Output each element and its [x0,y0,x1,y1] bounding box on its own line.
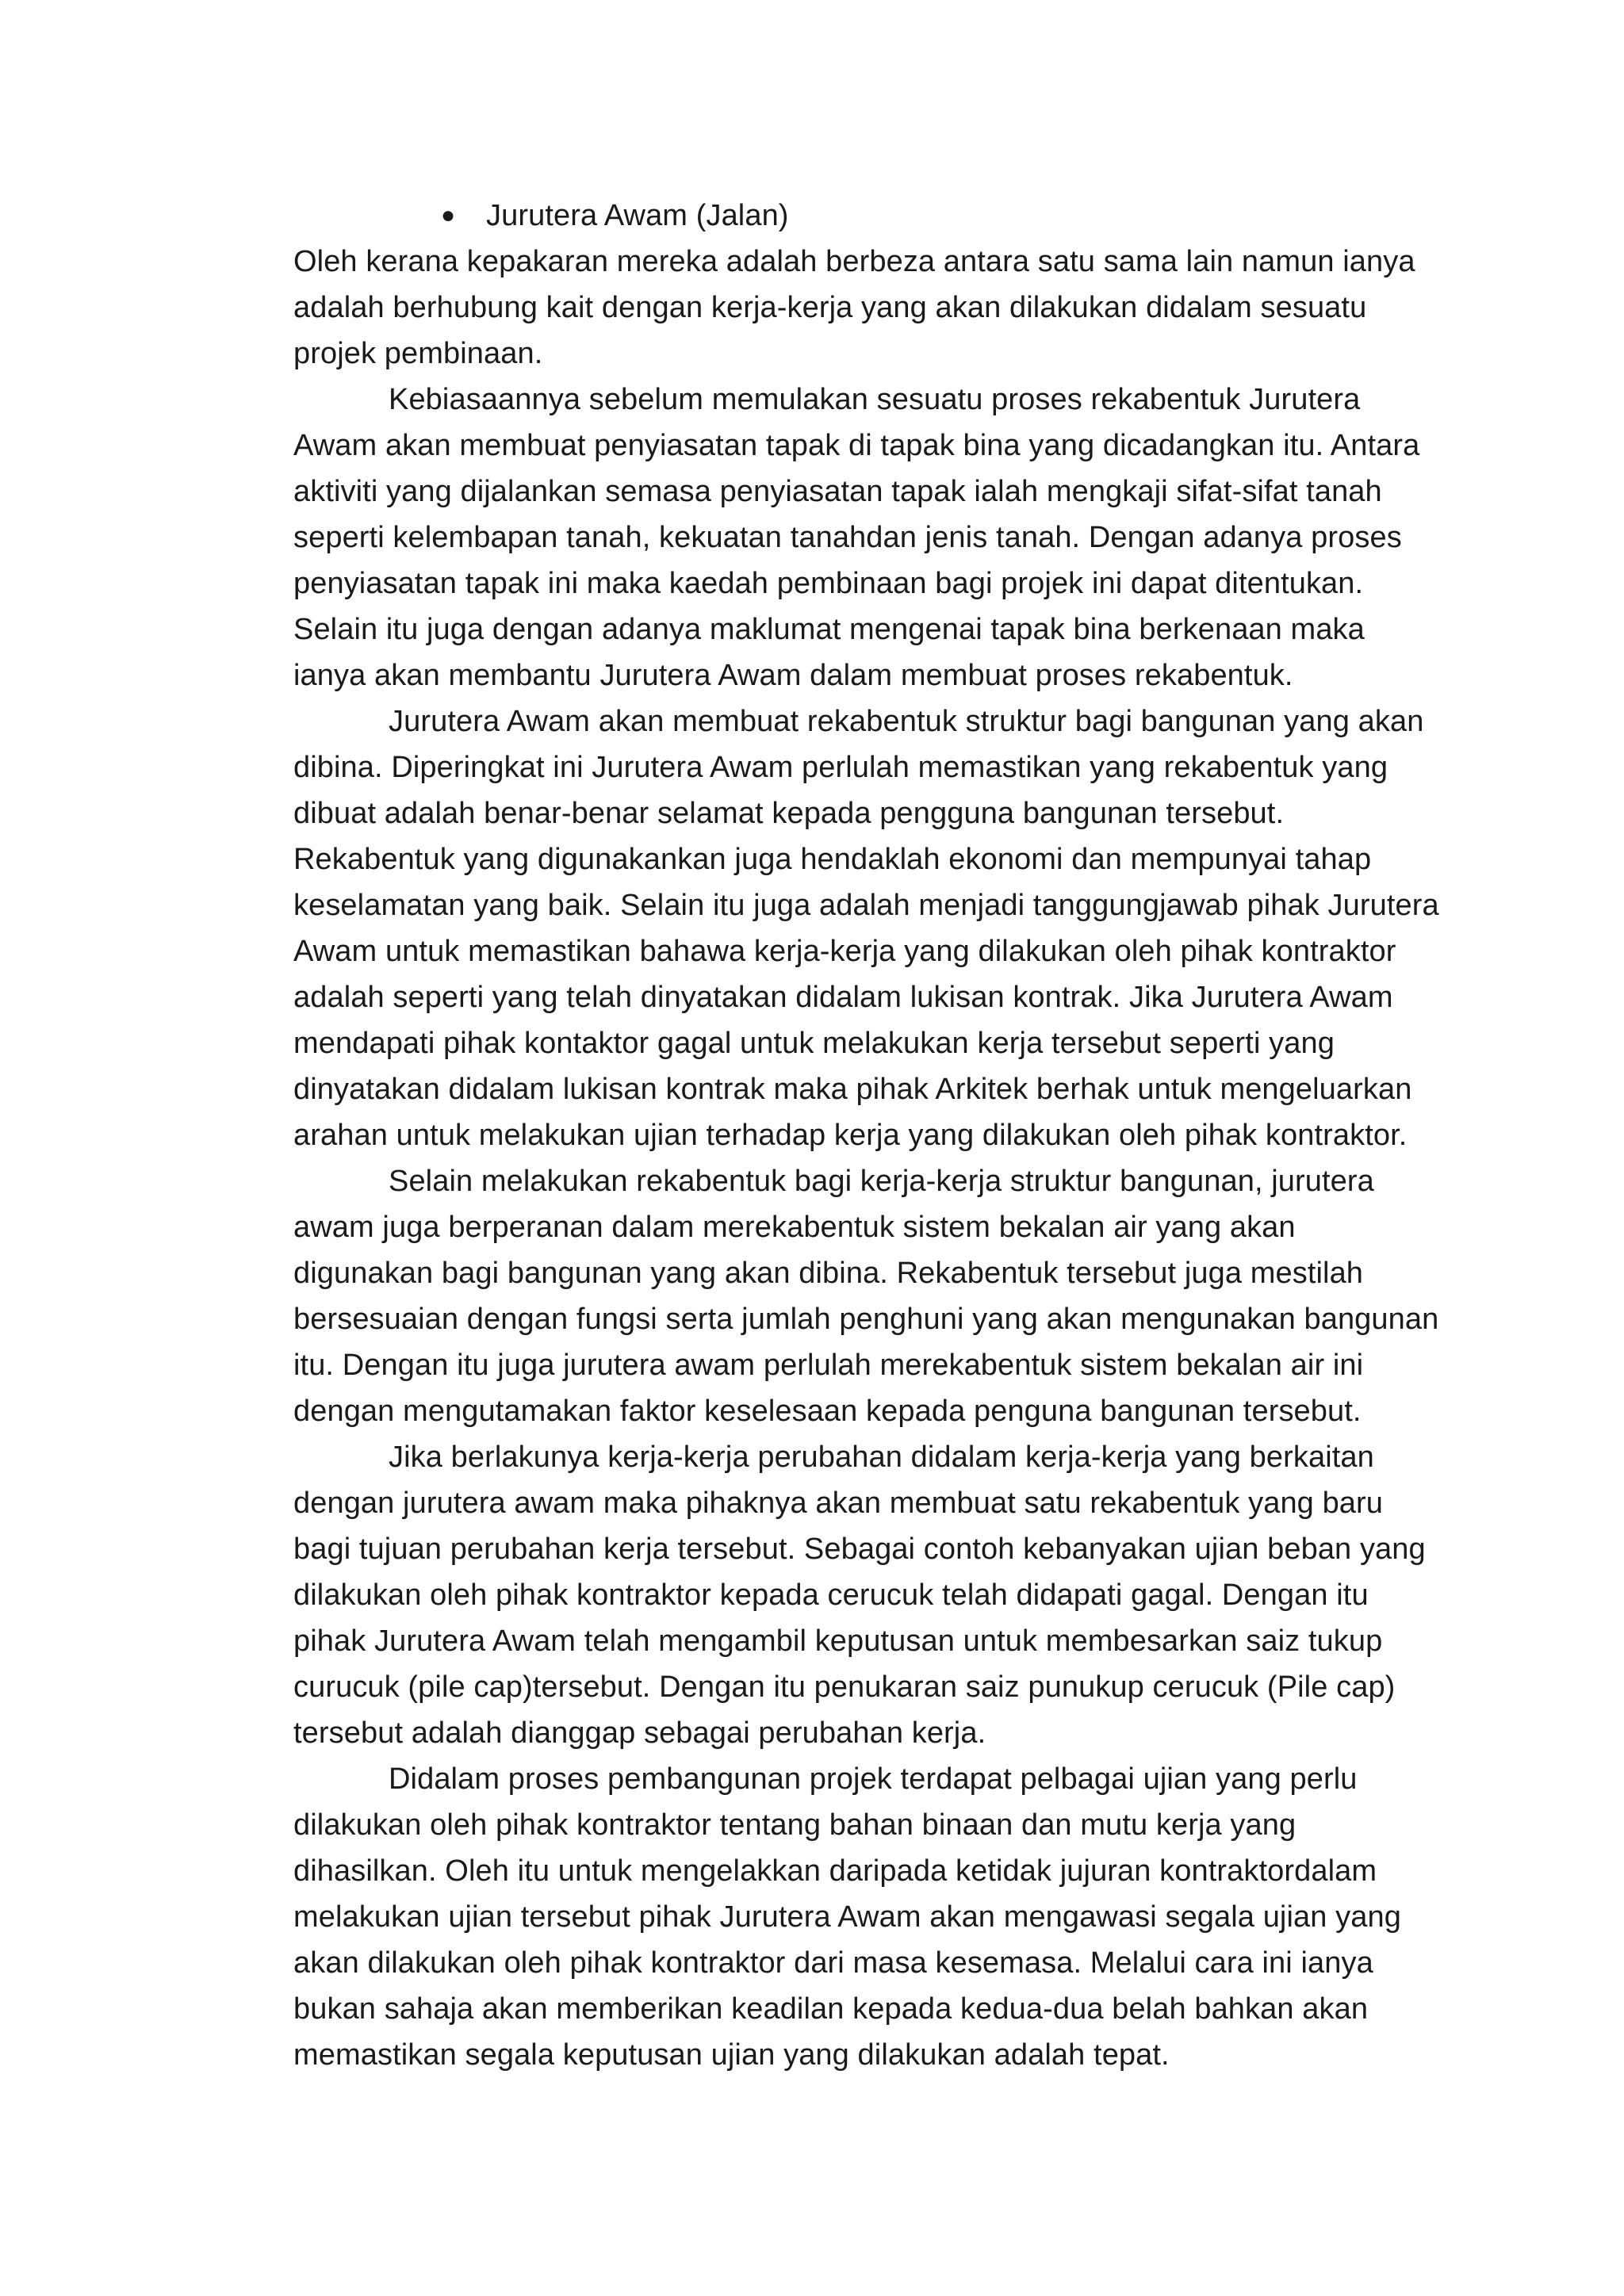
paragraph-structural-design: Jurutera Awam akan membuat rekabentuk struktur bagi bangunan yang akan dibina. Diperingkat ini Jurutera Awam perlulah memastikan yang rekabentuk yang dibuat adalah benar-benar selamat kepada pengguna bangunan tersebut. Rekabentuk yang digunakankan juga hendaklah ekonomi dan mempunyai tahap keselamatan yang baik. Selain itu juga adalah menjadi tanggungjawab pihak Jurutera Awam untuk memastikan bahawa kerja-kerja yang dilakukan oleh pihak kontraktor adalah seperti yang telah dinyatakan didalam lukisan kontrak. Jika Jurutera Awam mendapati pihak kontaktor gagal untuk melakukan kerja tersebut seperti yang dinyatakan didalam lukisan kontrak maka pihak Arkitek berhak untuk mengeluarkan arahan untuk melakukan ujian terhadap kerja yang dilakukan oleh pihak kontraktor. [293,705,1439,1152]
paragraph-work-changes: Jika berlakunya kerja-kerja perubahan didalam kerja-kerja yang berkaitan dengan jurutera awam maka pihaknya akan membuat satu rekabentuk yang baru bagi tujuan perubahan kerja tersebut. Sebagai contoh kebanyakan ujian beban yang dilakukan oleh pihak kontraktor kepada cerucuk telah didapati gagal. Dengan itu pihak Jurutera Awam telah mengambil keputusan untuk membesarkan saiz tukup curucuk (pile cap)tersebut. Dengan itu penukaran saiz punukup cerucuk (Pile cap) tersebut adalah dianggap sebagai perubahan kerja. [293,1441,1426,1750]
paragraph-water-supply: Selain melakukan rekabentuk bagi kerja-kerja struktur bangunan, jurutera awam juga berperanan dalam merekabentuk sistem bekalan air yang akan digunakan bagi bangunan yang akan dibina. Rekabentuk tersebut juga mestilah bersesuaian dengan fungsi serta jumlah penghuni yang akan mengunakan bangunan itu. Dengan itu juga jurutera awam perlulah merekabentuk sistem bekalan air ini dengan mengutamakan faktor keselesaan kepada penguna bangunan tersebut. [293,1165,1439,1428]
document-body [293,193,1443,2078]
bullet-item [293,193,1443,239]
bullet-icon: ● [441,202,456,228]
paragraph-intro: Oleh kerana kepakaran mereka adalah berbeza antara satu sama lain namun ianya adalah berhubung kait dengan kerja-kerja yang akan dilakukan didalam sesuatu projek pembinaan. [293,245,1415,370]
bullet-text: Jurutera Awam (Jalan) [486,199,789,232]
paragraph-site-investigation: Kebiasaannya sebelum memulakan sesuatu proses rekabentuk Jurutera Awam akan membuat penyiasatan tapak di tapak bina yang dicadangkan itu. Antara aktiviti yang dijalankan semasa penyiasatan tapak ialah mengkaji sifat-sifat tanah seperti kelembapan tanah, kekuatan tanahdan jenis tanah. Dengan adanya proses penyiasatan tapak ini maka kaedah pembinaan bagi projek ini dapat ditentukan. Selain itu juga dengan adanya maklumat mengenai tapak bina berkenaan maka ianya akan membantu Jurutera Awam dalam membuat proses rekabentuk. [293,383,1420,692]
paragraph-testing-supervision: Didalam proses pembangunan projek terdapat pelbagai ujian yang perlu dilakukan oleh pihak kontraktor tentang bahan binaan dan mutu kerja yang dihasilkan. Oleh itu untuk mengelakkan daripada ketidak jujuran kontraktordalam melakukan ujian tersebut pihak Jurutera Awam akan mengawasi segala ujian yang akan dilakukan oleh pihak kontraktor dari masa kesemasa. Melalui cara ini ianya bukan sahaja akan memberikan keadilan kepada kedua-dua belah bahkan akan memastikan segala keputusan ujian yang dilakukan adalah tepat. [293,1762,1401,2072]
